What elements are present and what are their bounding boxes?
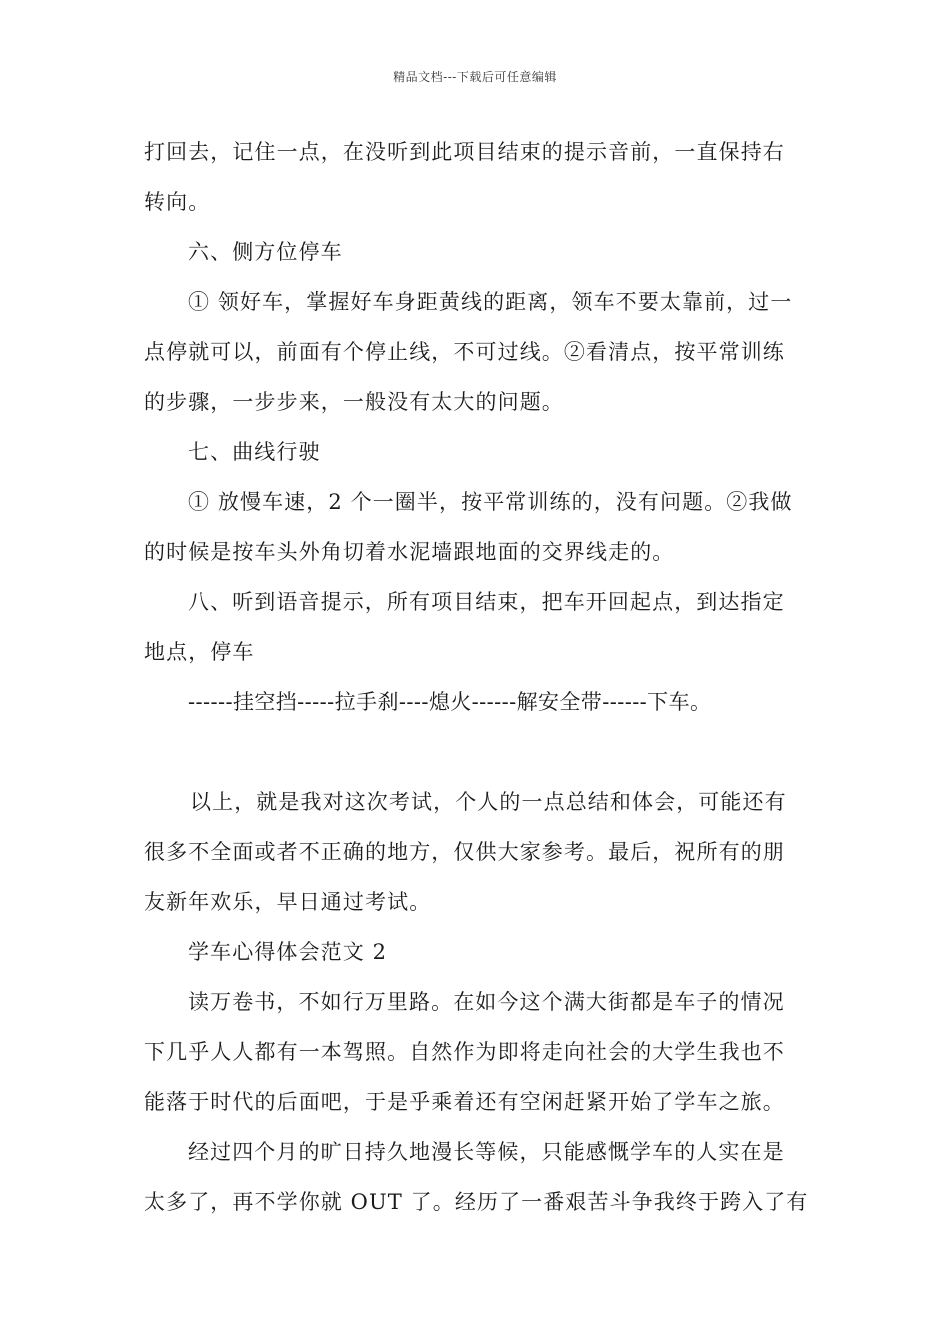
text-line: 打回去，记住一点，在没听到此项目结束的提示音前，一直保持右 <box>144 140 785 164</box>
text-line: ------挂空挡-----拉手刹----熄火------解安全带------下车。 <box>188 690 712 714</box>
text-line: 能落于时代的后面吧，于是乎乘着还有空闲赶紧开始了学车之旅。 <box>144 1090 785 1114</box>
text-line: 转向。 <box>144 190 211 214</box>
text-line: 下几乎人人都有一本驾照。自然作为即将走向社会的大学生我也不 <box>144 1040 785 1064</box>
text-line: ① 放慢车速，2 个一圈半，按平常训练的，没有问题。②我做 <box>188 490 793 514</box>
text-line: 读万卷书，不如行万里路。在如今这个满大街都是车子的情况 <box>188 990 785 1014</box>
text-line: 的时候是按车头外角切着水泥墙跟地面的交界线走的。 <box>144 540 675 564</box>
text-line: 地点，停车 <box>144 640 255 664</box>
text-line: 经过四个月的旷日持久地漫长等候，只能感慨学车的人实在是 <box>188 1140 785 1164</box>
text-line: 点停就可以，前面有个停止线，不可过线。②看清点，按平常训练 <box>144 340 785 364</box>
text-line: 太多了，再不学你就 OUT 了。经历了一番艰苦斗争我终于跨入了有 <box>144 1190 809 1214</box>
text-line: 的步骤，一步步来，一般没有太大的问题。 <box>144 390 564 414</box>
text-line: 友新年欢乐，早日通过考试。 <box>144 890 432 914</box>
text-line: ① 领好车，掌握好车身距黄线的距离，领车不要太靠前，过一 <box>188 290 793 314</box>
text-line: 很多不全面或者不正确的地方，仅供大家参考。最后，祝所有的朋 <box>144 840 785 864</box>
section-heading: 六、侧方位停车 <box>188 240 343 264</box>
page-header: 精品文档---下载后可任意编辑 <box>393 70 557 84</box>
text-line: 以上，就是我对这次考试，个人的一点总结和体会，可能还有 <box>190 790 787 814</box>
section-heading: 学车心得体会范文 2 <box>188 940 388 964</box>
section-heading: 七、曲线行驶 <box>188 440 321 464</box>
section-heading: 八、听到语音提示，所有项目结束，把车开回起点，到达指定 <box>188 590 785 614</box>
